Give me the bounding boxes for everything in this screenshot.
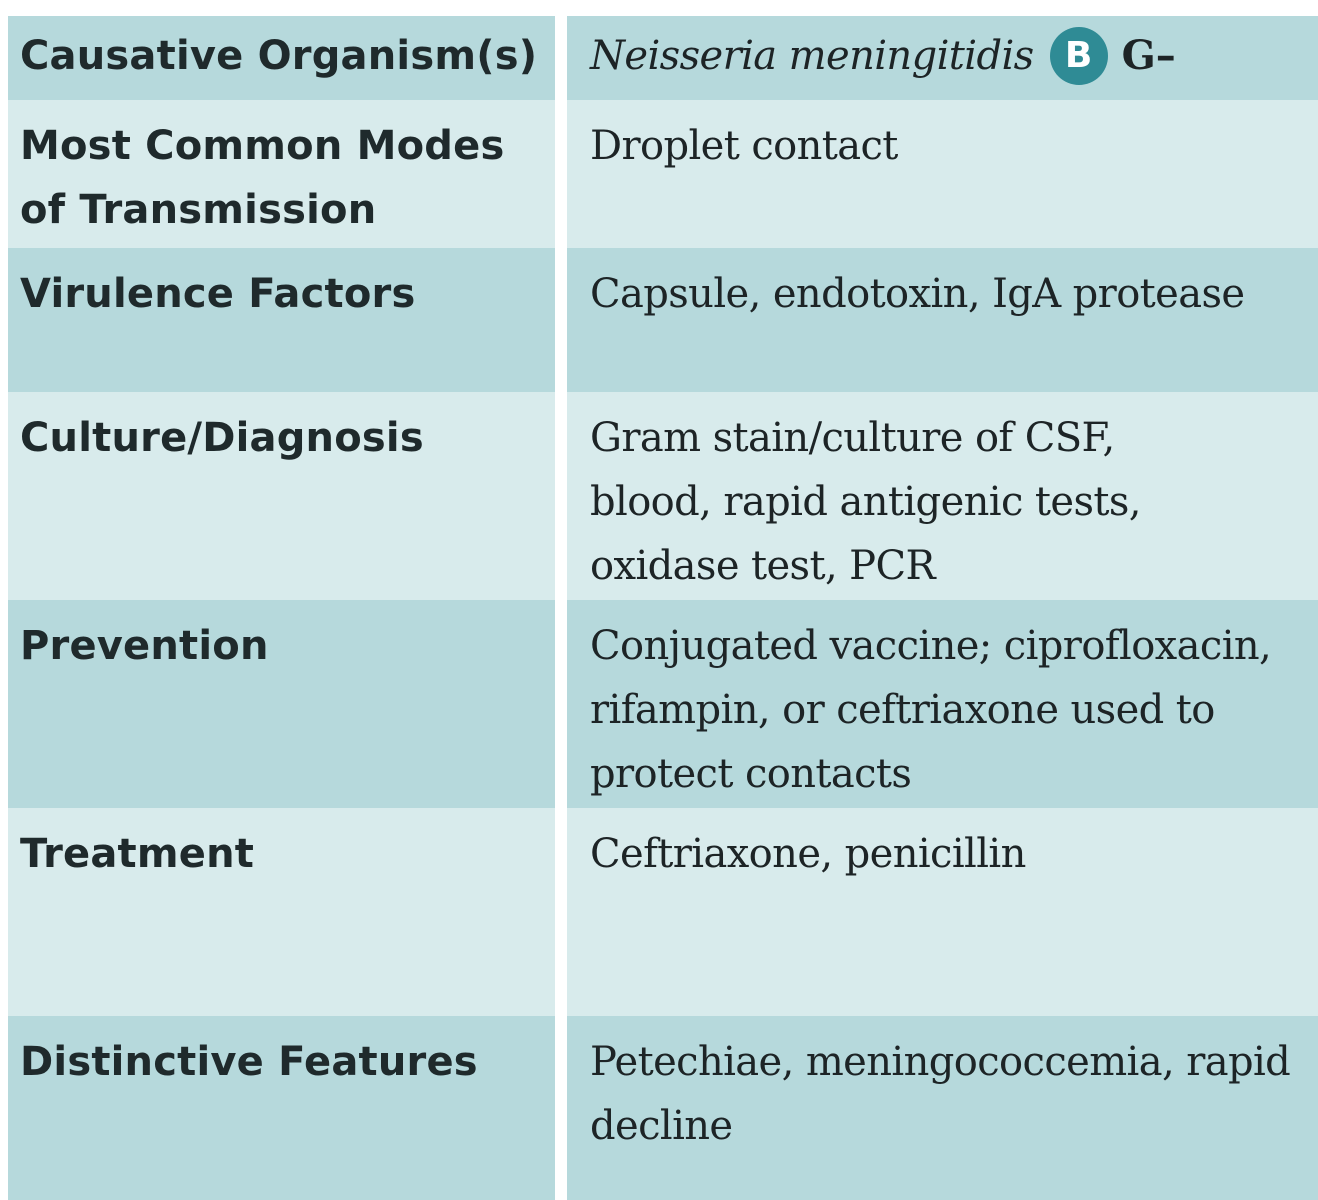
row-value-line: blood, rapid antigenic tests,: [590, 479, 1141, 525]
row-label-text: Distinctive Features: [20, 1039, 478, 1085]
organism-line: [590, 24, 1318, 88]
row-value-line: Conjugated vaccine; ciprofloxacin,: [590, 623, 1272, 669]
row-value-line: decline: [590, 1103, 733, 1149]
row-label: [8, 100, 555, 248]
table-row-virulence: [8, 248, 1318, 392]
row-label-text: Culture/Diagnosis: [20, 415, 424, 461]
row-value: [567, 600, 1318, 808]
row-value-line: protect contacts: [590, 751, 912, 797]
row-label-line: of Transmission: [20, 187, 377, 233]
row-value: [567, 16, 1318, 100]
row-label: [8, 600, 555, 808]
row-value-line: Capsule, endotoxin, IgA protease: [590, 271, 1245, 317]
bacteria-badge-icon: B: [1050, 27, 1108, 85]
row-value: [567, 808, 1318, 1016]
row-value-line: Droplet contact: [590, 123, 898, 169]
row-value-line: Petechiae, meningococcemia, rapid: [590, 1039, 1291, 1085]
table-row-transmission: [8, 100, 1318, 248]
table-row-causative-organism: [8, 16, 1318, 100]
row-label-text: Causative Organism(s): [20, 33, 538, 79]
row-value: [567, 392, 1318, 600]
row-label: [8, 16, 555, 100]
table-row-distinctive-features: [8, 1016, 1318, 1200]
row-label-text: Treatment: [20, 831, 255, 877]
row-value-line: Gram stain/culture of CSF,: [590, 415, 1115, 461]
gram-stain-label: G–: [1121, 32, 1176, 79]
row-label-line: Most Common Modes: [20, 123, 505, 169]
table-row-treatment: [8, 808, 1318, 1016]
row-label-text: Prevention: [20, 623, 269, 669]
row-value: [567, 248, 1318, 392]
table-row-diagnosis: [8, 392, 1318, 600]
row-label-text: Virulence Factors: [20, 271, 416, 317]
row-value-line: Ceftriaxone, penicillin: [590, 831, 1026, 877]
row-label: [8, 392, 555, 600]
row-value-line: oxidase test, PCR: [590, 543, 936, 589]
row-value: [567, 100, 1318, 248]
row-label: [8, 248, 555, 392]
row-value-line: rifampin, or ceftriaxone used to: [590, 687, 1215, 733]
organism-summary-table: [8, 16, 1318, 1200]
organism-name: Neisseria meningitidis: [590, 33, 1034, 79]
row-label: [8, 1016, 555, 1200]
table-row-prevention: [8, 600, 1318, 808]
row-value: [567, 1016, 1318, 1200]
row-label: [8, 808, 555, 1016]
